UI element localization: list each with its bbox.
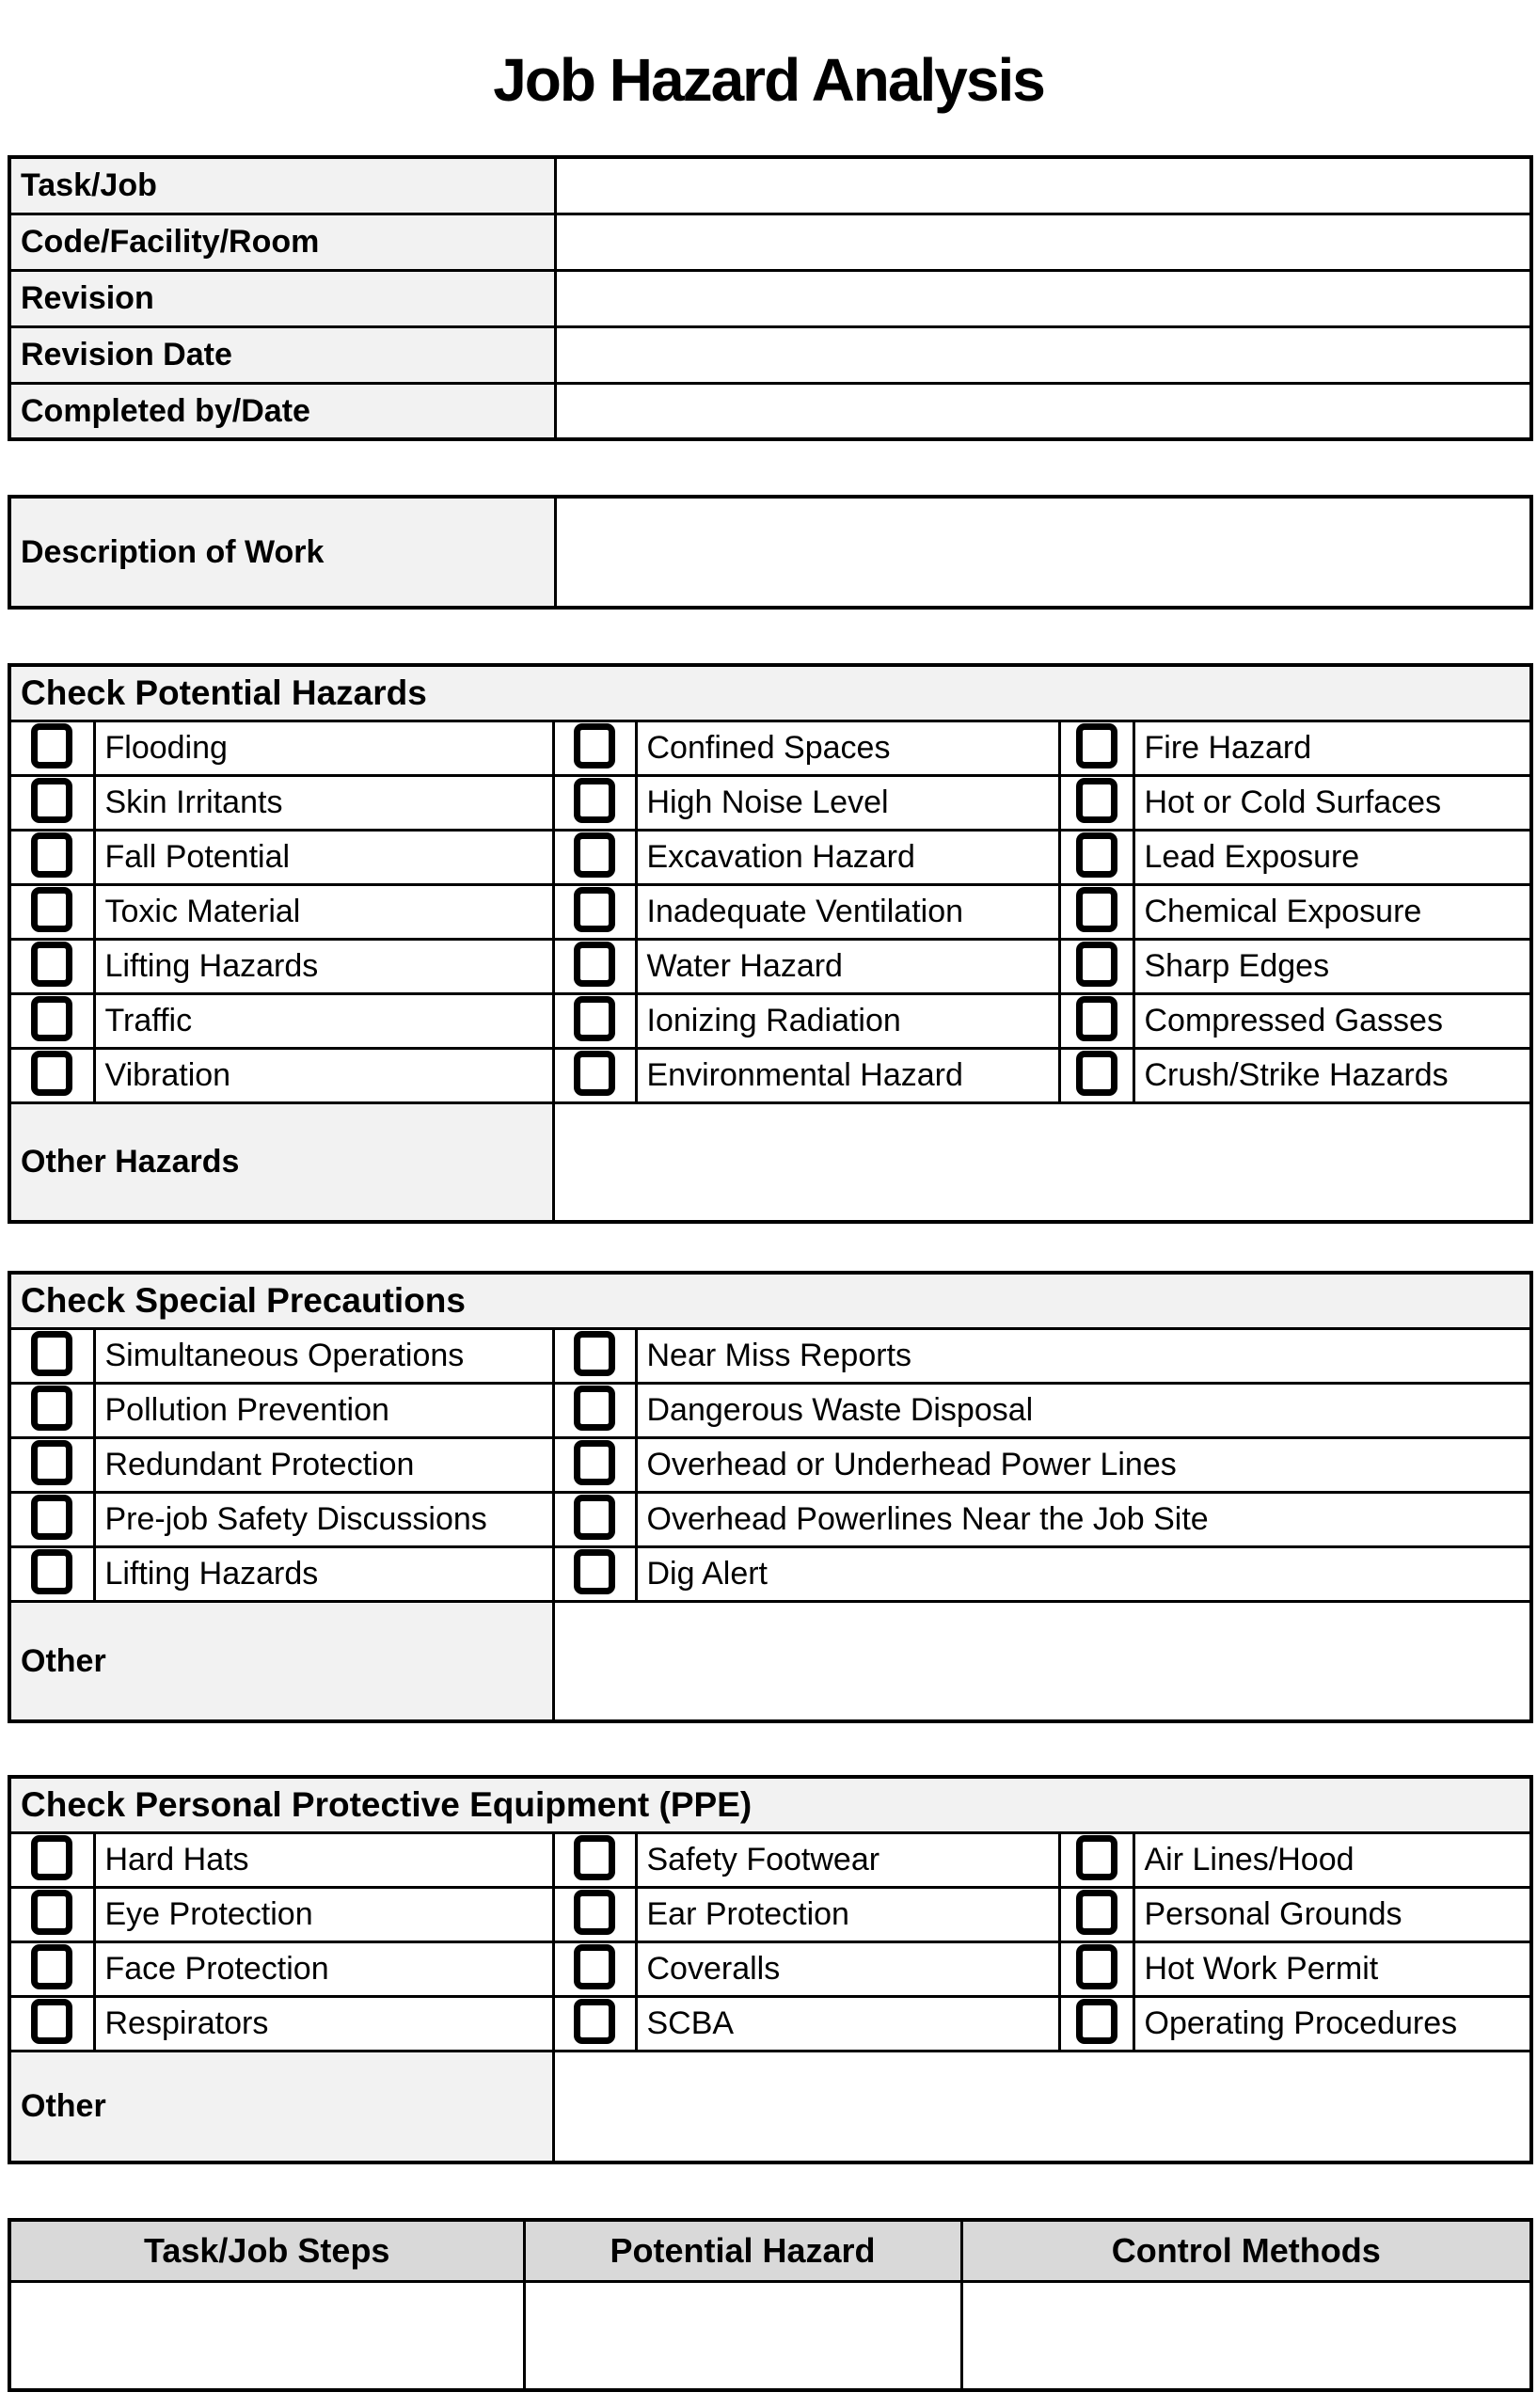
- ppe-table: [8, 1775, 1533, 2164]
- ppe-checkbox[interactable]: [31, 1890, 72, 1935]
- hazard-checkbox[interactable]: [1076, 778, 1117, 823]
- precaution-checkbox[interactable]: [574, 1495, 615, 1540]
- steps-header-hazard: Potential Hazard: [524, 2220, 961, 2282]
- potential-hazards-section-header: Check Potential Hazards: [9, 665, 1531, 721]
- precaution-checkbox[interactable]: [574, 1549, 615, 1594]
- hazard-checkbox[interactable]: [574, 996, 615, 1041]
- info-label: Code/Facility/Room: [9, 214, 555, 270]
- hazard-label: Sharp Edges: [1133, 940, 1531, 994]
- hazard-checkbox[interactable]: [574, 1051, 615, 1096]
- info-label: Revision: [9, 270, 555, 326]
- ppe-label: Ear Protection: [636, 1888, 1059, 1942]
- hazard-label: Fall Potential: [94, 831, 553, 885]
- hazard-checkbox[interactable]: [31, 1051, 72, 1096]
- revision-date-value-field[interactable]: [555, 326, 1531, 383]
- precaution-label: Pre-job Safety Discussions: [94, 1492, 553, 1546]
- other-hazards-value-field[interactable]: [553, 1103, 1531, 1222]
- hazard-checkbox[interactable]: [31, 887, 72, 932]
- ppe-checkbox[interactable]: [1076, 1999, 1117, 2044]
- ppe-label: Hot Work Permit: [1133, 1942, 1531, 1997]
- ppe-checkbox[interactable]: [574, 1999, 615, 2044]
- step-control-value-field[interactable]: [961, 2281, 1531, 2390]
- table-row: [9, 885, 1531, 940]
- other-precautions-label: Other: [9, 1601, 553, 1721]
- table-row: [9, 214, 1531, 270]
- revision-value-field[interactable]: [555, 270, 1531, 326]
- ppe-label: Hard Hats: [94, 1833, 553, 1888]
- hazard-checkbox[interactable]: [1076, 887, 1117, 932]
- table-row: [9, 1942, 1531, 1997]
- hazard-label: Water Hazard: [636, 940, 1059, 994]
- code-facility-room-value-field[interactable]: [555, 214, 1531, 270]
- hazard-label: Traffic: [94, 994, 553, 1049]
- potential-hazards-table: [8, 663, 1533, 1224]
- table-row: [9, 1049, 1531, 1103]
- ppe-checkbox[interactable]: [1076, 1835, 1117, 1880]
- hazard-checkbox[interactable]: [574, 832, 615, 878]
- hazard-label: Ionizing Radiation: [636, 994, 1059, 1049]
- other-ppe-value-field[interactable]: [553, 2052, 1531, 2162]
- special-precautions-table: [8, 1271, 1533, 1724]
- table-row: [9, 1437, 1531, 1492]
- hazard-label: Excavation Hazard: [636, 831, 1059, 885]
- precaution-label: Overhead Powerlines Near the Job Site: [636, 1492, 1531, 1546]
- other-ppe-label: Other: [9, 2052, 553, 2162]
- page-title: Job Hazard Analysis: [493, 46, 1044, 114]
- ppe-label: Personal Grounds: [1133, 1888, 1531, 1942]
- table-row: [9, 721, 1531, 776]
- hazard-label: Chemical Exposure: [1133, 885, 1531, 940]
- step-task-value-field[interactable]: [9, 2281, 524, 2390]
- ppe-checkbox[interactable]: [574, 1890, 615, 1935]
- hazard-checkbox[interactable]: [1076, 1051, 1117, 1096]
- ppe-checkbox[interactable]: [1076, 1890, 1117, 1935]
- hazard-label: Toxic Material: [94, 885, 553, 940]
- table-row: [9, 1833, 1531, 1888]
- other-precautions-value-field[interactable]: [553, 1601, 1531, 1721]
- table-row: [9, 1492, 1531, 1546]
- precaution-label: Dangerous Waste Disposal: [636, 1383, 1531, 1437]
- hazard-checkbox[interactable]: [574, 887, 615, 932]
- table-row: [9, 776, 1531, 831]
- description-value-field[interactable]: [555, 497, 1531, 608]
- hazard-checkbox[interactable]: [1076, 996, 1117, 1041]
- description-label: Description of Work: [9, 497, 555, 608]
- precaution-checkbox[interactable]: [31, 1495, 72, 1540]
- info-label: Task/Job: [9, 157, 555, 214]
- steps-header-task: Task/Job Steps: [9, 2220, 524, 2282]
- hazard-label: Confined Spaces: [636, 721, 1059, 776]
- hazard-label: Flooding: [94, 721, 553, 776]
- table-row: [9, 1328, 1531, 1383]
- info-label: Revision Date: [9, 326, 555, 383]
- table-row: [9, 831, 1531, 885]
- hazard-label: Vibration: [94, 1049, 553, 1103]
- hazard-checkbox[interactable]: [31, 778, 72, 823]
- hazard-checkbox[interactable]: [574, 723, 615, 768]
- precaution-checkbox[interactable]: [31, 1440, 72, 1485]
- ppe-label: Respirators: [94, 1997, 553, 2052]
- other-hazards-label: Other Hazards: [9, 1103, 553, 1222]
- precaution-label: Pollution Prevention: [94, 1383, 553, 1437]
- hazard-label: Lead Exposure: [1133, 831, 1531, 885]
- hazard-checkbox[interactable]: [574, 778, 615, 823]
- precaution-checkbox[interactable]: [574, 1331, 615, 1376]
- table-row: [9, 1601, 1531, 1721]
- step-hazard-value-field[interactable]: [524, 2281, 961, 2390]
- special-precautions-section-header: Check Special Precautions: [9, 1273, 1531, 1329]
- hazard-label: High Noise Level: [636, 776, 1059, 831]
- table-row: [9, 1546, 1531, 1601]
- steps-header-control: Control Methods: [961, 2220, 1531, 2282]
- table-row: [9, 1997, 1531, 2052]
- hazard-checkbox[interactable]: [1076, 942, 1117, 987]
- ppe-checkbox[interactable]: [31, 1835, 72, 1880]
- ppe-label: Eye Protection: [94, 1888, 553, 1942]
- precaution-checkbox[interactable]: [31, 1386, 72, 1431]
- job-steps-table: [8, 2218, 1533, 2393]
- precaution-checkbox[interactable]: [31, 1549, 72, 1594]
- ppe-label: SCBA: [636, 1997, 1059, 2052]
- precaution-checkbox[interactable]: [31, 1331, 72, 1376]
- table-row: [9, 2220, 1531, 2282]
- hazard-label: Lifting Hazards: [94, 940, 553, 994]
- ppe-section-header: Check Personal Protective Equipment (PPE): [9, 1777, 1531, 1833]
- table-row: [9, 383, 1531, 439]
- precaution-label: Simultaneous Operations: [94, 1328, 553, 1383]
- table-row: [9, 2052, 1531, 2162]
- task-job-value-field[interactable]: [555, 157, 1531, 214]
- ppe-label: Coveralls: [636, 1942, 1059, 1997]
- table-row: [9, 1103, 1531, 1222]
- precaution-label: Lifting Hazards: [94, 1546, 553, 1601]
- hazard-checkbox[interactable]: [1076, 723, 1117, 768]
- table-row: [9, 326, 1531, 383]
- hazard-checkbox[interactable]: [574, 942, 615, 987]
- description-table: [8, 495, 1533, 610]
- ppe-checkbox[interactable]: [1076, 1944, 1117, 1989]
- hazard-label: Hot or Cold Surfaces: [1133, 776, 1531, 831]
- precaution-label: Dig Alert: [636, 1546, 1531, 1601]
- precaution-label: Overhead or Underhead Power Lines: [636, 1437, 1531, 1492]
- ppe-label: Air Lines/Hood: [1133, 1833, 1531, 1888]
- hazard-label: Crush/Strike Hazards: [1133, 1049, 1531, 1103]
- precaution-checkbox[interactable]: [574, 1386, 615, 1431]
- table-row: [9, 940, 1531, 994]
- table-row: [9, 157, 1531, 214]
- hazard-label: Environmental Hazard: [636, 1049, 1059, 1103]
- table-row: [9, 2281, 1531, 2390]
- precaution-checkbox[interactable]: [574, 1440, 615, 1485]
- completed-by-date-value-field[interactable]: [555, 383, 1531, 439]
- precaution-label: Near Miss Reports: [636, 1328, 1531, 1383]
- ppe-checkbox[interactable]: [31, 1999, 72, 2044]
- hazard-checkbox[interactable]: [31, 832, 72, 878]
- table-row: [9, 994, 1531, 1049]
- info-table: [8, 155, 1533, 441]
- ppe-checkbox[interactable]: [31, 1944, 72, 1989]
- hazard-label: Compressed Gasses: [1133, 994, 1531, 1049]
- table-row: [9, 270, 1531, 326]
- precaution-label: Redundant Protection: [94, 1437, 553, 1492]
- table-row: [9, 1888, 1531, 1942]
- info-label: Completed by/Date: [9, 383, 555, 439]
- ppe-label: Operating Procedures: [1133, 1997, 1531, 2052]
- hazard-checkbox[interactable]: [31, 723, 72, 768]
- table-row: [9, 497, 1531, 608]
- hazard-checkbox[interactable]: [1076, 832, 1117, 878]
- hazard-label: Inadequate Ventilation: [636, 885, 1059, 940]
- hazard-label: Fire Hazard: [1133, 721, 1531, 776]
- ppe-label: Face Protection: [94, 1942, 553, 1997]
- ppe-checkbox[interactable]: [574, 1835, 615, 1880]
- hazard-checkbox[interactable]: [31, 942, 72, 987]
- ppe-checkbox[interactable]: [574, 1944, 615, 1989]
- hazard-label: Skin Irritants: [94, 776, 553, 831]
- table-row: [9, 1383, 1531, 1437]
- ppe-label: Safety Footwear: [636, 1833, 1059, 1888]
- hazard-checkbox[interactable]: [31, 996, 72, 1041]
